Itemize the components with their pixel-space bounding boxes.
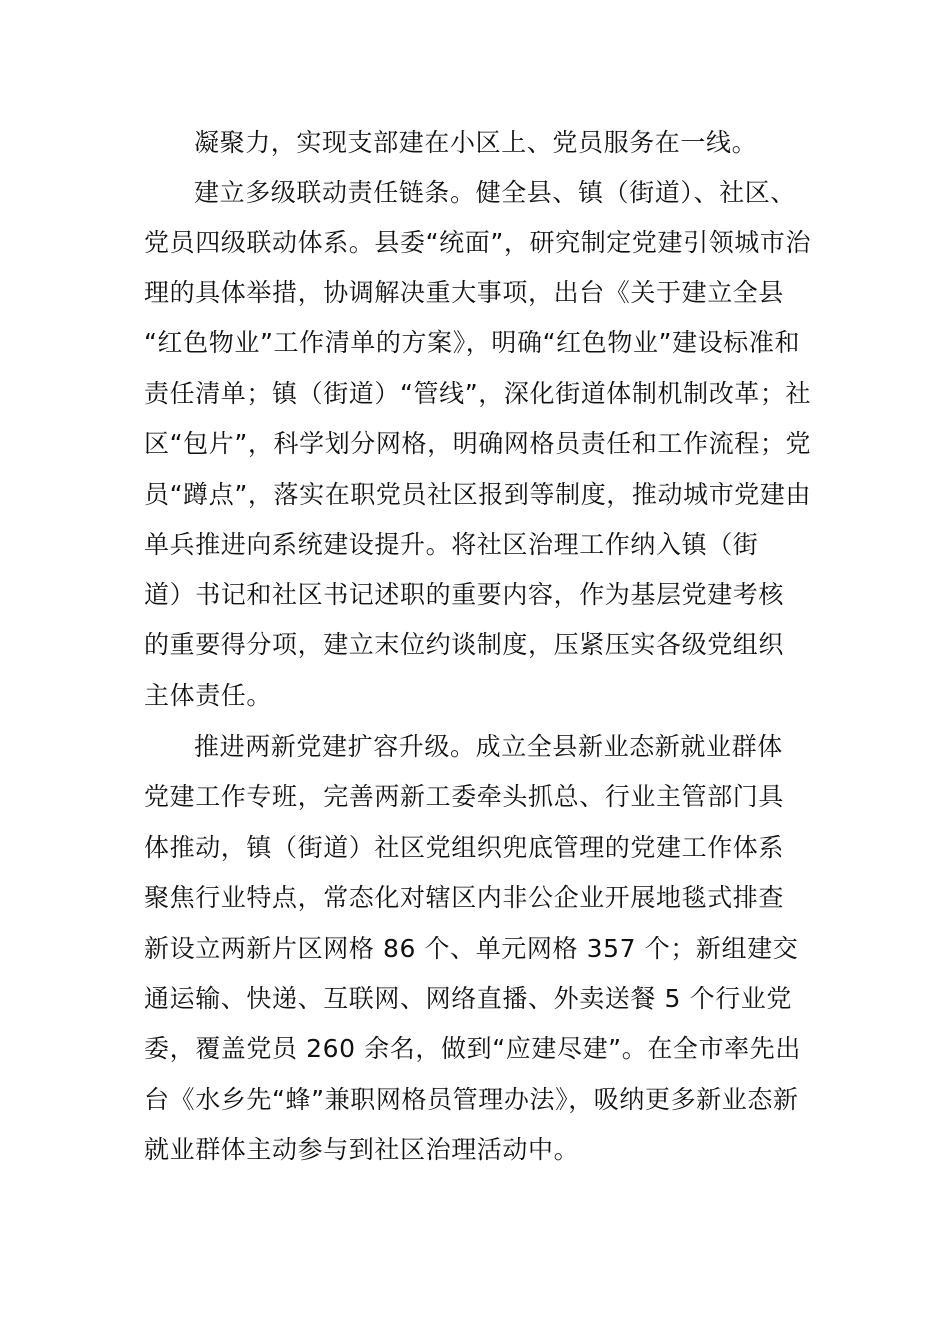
text-line: 的重要得分项，建立末位约谈制度，压紧压实各级党组织: [144, 630, 785, 659]
text-line: 新设立两新片区网格 86 个、单元网格 357 个；新组建交: [144, 934, 799, 963]
text-line: 台《水乡先“蜂”兼职网格员管理办法》，吸纳更多新业态新: [144, 1085, 799, 1114]
text-line: 道）书记和社区书记述职的重要内容，作为基层党建考核: [144, 580, 785, 609]
text-line: “红色物业”工作清单的方案》，明确“红色物业”建设标准和: [144, 328, 801, 357]
text-line: 单兵推进向系统建设提升。将社区治理工作纳入镇（街: [144, 530, 759, 559]
text-line: 凝聚力，实现支部建在小区上、党员服务在一线。: [194, 128, 758, 157]
text-line: 就业群体主动参与到社区治理活动中。: [144, 1135, 580, 1164]
text-line: 党员四级联动体系。县委“统面”，研究制定党建引领城市治: [144, 228, 812, 257]
text-line: 通运输、快递、互联网、网络直播、外卖送餐 5 个行业党: [144, 984, 793, 1013]
text-line: 责任清单；镇（街道）“管线”，深化街道体制机制改革；社: [144, 379, 812, 408]
text-line: 党建工作专班，完善两新工委牵头抓总、行业主管部门具: [144, 782, 785, 811]
text-line: 理的具体举措，协调解决重大事项，出台《关于建立全县: [144, 278, 785, 307]
text-line: 主体责任。: [144, 681, 273, 710]
text-line: 员“蹲点”，落实在职党员社区报到等制度，推动城市党建由: [144, 480, 812, 509]
text-line: 区“包片”，科学划分网格，明确网格员责任和工作流程；党: [144, 429, 812, 458]
text-line: 委，覆盖党员 260 余名，做到“应建尽建”。在全市率先出: [144, 1034, 801, 1063]
paragraph-heading-line: 建立多级联动责任链条。健全县、镇（街道）、社区、: [194, 178, 796, 207]
paragraph-heading-line: 推进两新党建扩容升级。成立全县新业态新就业群体: [194, 732, 783, 761]
text-line: 体推动，镇（街道）社区党组织兜底管理的党建工作体系: [144, 833, 785, 862]
text-line: 聚焦行业特点，常态化对辖区内非公企业开展地毯式排查: [144, 883, 785, 912]
